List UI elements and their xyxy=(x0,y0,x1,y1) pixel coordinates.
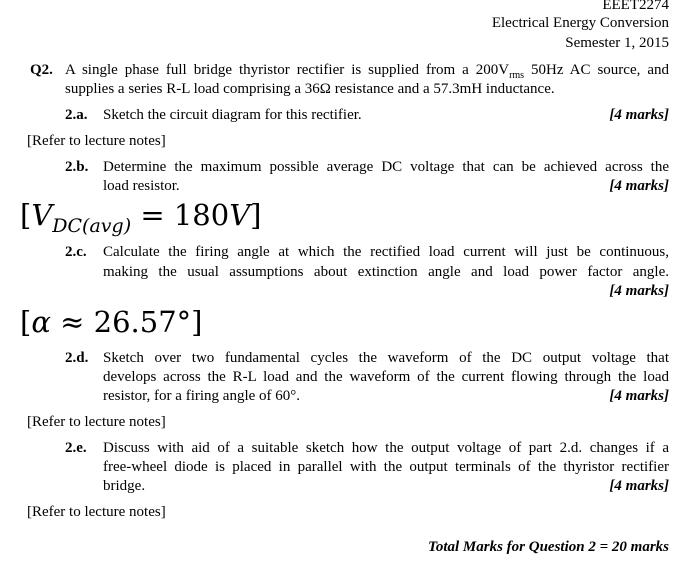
part-b-label: 2.b. xyxy=(65,159,89,175)
part-a-marks: [4 marks] xyxy=(609,107,669,123)
part-d-label: 2.d. xyxy=(65,350,89,366)
total-marks: Total Marks for Question 2 = 20 marks xyxy=(428,539,669,555)
part-b-answer: $[V_{DC(avg)} = 180V]$ xyxy=(20,198,262,237)
part-e-marks: [4 marks] xyxy=(609,478,669,494)
part-d-line-1: Sketch over two fundamental cycles the waveform of the DC output voltage that xyxy=(103,350,669,366)
part-d-marks: [4 marks] xyxy=(609,388,669,404)
part-c-marks: [4 marks] xyxy=(609,283,669,299)
part-b-line-2: load resistor. xyxy=(103,178,180,194)
question-label: Q2. xyxy=(30,62,53,78)
part-c-line-2: making the usual assumptions about extinction angle and load power factor angle. xyxy=(103,264,669,280)
part-c-label: 2.c. xyxy=(65,244,87,260)
semester: Semester 1, 2015 xyxy=(565,35,669,51)
part-a-label: 2.a. xyxy=(65,107,88,123)
part-d-line-3: resistor, for a firing angle of 60°. xyxy=(103,388,301,404)
course-name: Electrical Energy Conversion xyxy=(491,15,669,31)
part-c-line-1: Calculate the firing angle at which the rectified load current will just be continuous, xyxy=(103,244,669,260)
course-code: EEET2274 xyxy=(602,0,669,13)
part-e-line-1: Discuss with aid of a suitable sketch how the output voltage of part 2.d. changes if a xyxy=(103,440,669,456)
part-e-line-3: bridge. xyxy=(103,478,146,494)
part-d-line-2: develops across the R-L load and the waveform of the current flowing through the load xyxy=(103,369,669,385)
part-d-answer: [Refer to lecture notes] xyxy=(27,414,166,430)
part-e-answer: [Refer to lecture notes] xyxy=(27,504,166,520)
part-c-answer: [α ≈ 26.57°] xyxy=(20,305,203,339)
part-a-text: Sketch the circuit diagram for this rectifier. xyxy=(103,107,362,123)
part-e-line-2: free-wheel diode is placed in parallel with the output terminals of the thyristor rectifier xyxy=(103,459,669,475)
question-line-2: supplies a series R-L load comprising a 36Ω resistance and a 57.3mH inductance. xyxy=(65,81,555,97)
part-a-answer: [Refer to lecture notes] xyxy=(27,133,166,149)
part-b-marks: [4 marks] xyxy=(609,178,669,194)
question-line-1: A single phase full bridge thyristor rectifier is supplied from a $200V_{rms}$ 50Hz AC source, and xyxy=(65,62,669,81)
part-e-label: 2.e. xyxy=(65,440,87,456)
part-b-line-1: Determine the maximum possible average DC voltage that can be achieved across the xyxy=(103,159,669,175)
